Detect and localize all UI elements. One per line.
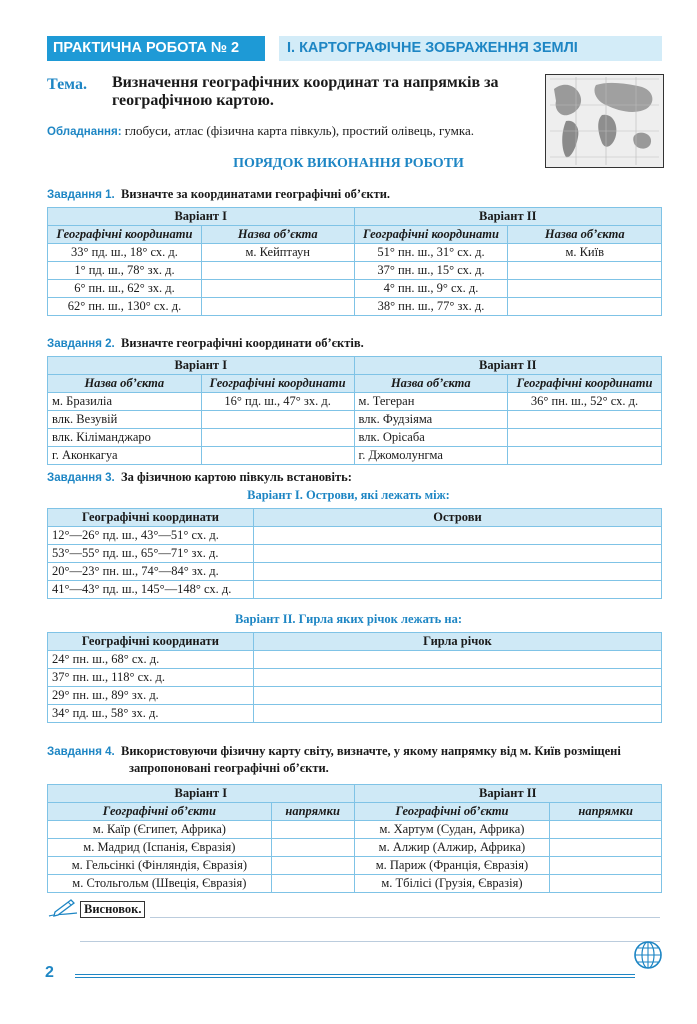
answer-cell[interactable] [253, 527, 661, 545]
section-title: ПОРЯДОК ВИКОНАННЯ РОБОТИ [233, 156, 464, 171]
table-row [48, 785, 662, 803]
table-row [48, 527, 662, 545]
table-row [48, 633, 662, 651]
answer-cell[interactable] [550, 821, 662, 839]
col-header: напрямки [550, 803, 662, 821]
task3-text: За фізичною картою півкуль встановіть: [121, 470, 352, 484]
chapter-title: І. КАРТОГРАФІЧНЕ ЗОБРАЖЕННЯ ЗЕМЛІ [279, 36, 662, 61]
object-cell: м. Стольгольм (Швеція, Євразія) [48, 875, 272, 893]
task4-variant1-header: Варіант І [48, 785, 355, 803]
task2-variant2-header: Варіант ІІ [354, 357, 661, 375]
col-header: Гирла річок [253, 633, 661, 651]
object-cell: влк. Везувій [48, 411, 202, 429]
object-cell: м. Мадрид (Іспанія, Євразія) [48, 839, 272, 857]
answer-cell[interactable] [253, 687, 661, 705]
col-header: Географічні координати [48, 633, 254, 651]
task1-variant2-header: Варіант ІІ [354, 208, 662, 226]
answer-cell[interactable]: м. Київ [508, 244, 662, 262]
task1-variant1-header: Варіант І [48, 208, 355, 226]
coords-cell: 12°—26° пд. ш., 43°—51° сх. д. [48, 527, 254, 545]
task3-heading [47, 470, 352, 485]
task4-number: Завдання 4. [47, 746, 115, 758]
coords-cell: 29° пн. ш., 89° зх. д. [48, 687, 254, 705]
col-header: Географічні об’єкти [48, 803, 272, 821]
object-cell: г. Джомолунгма [354, 447, 508, 465]
pen-icon [47, 898, 79, 918]
table-row [48, 357, 662, 375]
equipment-label: Обладнання: [47, 126, 122, 138]
col-header: Назва об’єкта [48, 375, 202, 393]
answer-cell[interactable] [508, 262, 662, 280]
coords-cell: 62° пн. ш., 130° сх. д. [48, 298, 202, 316]
equipment-text: глобуси, атлас (фізична карта півкуль), простий олівець, гумка. [121, 123, 475, 138]
answer-cell[interactable] [271, 839, 354, 857]
col-header: напрямки [271, 803, 354, 821]
object-cell: м. Хартум (Судан, Африка) [354, 821, 550, 839]
answer-cell[interactable] [253, 545, 661, 563]
task4-heading [47, 744, 621, 759]
table-row [48, 208, 662, 226]
col-header: Географічні об’єкти [354, 803, 550, 821]
task4-text-line2: запропоновані географічні об’єкти. [129, 761, 329, 775]
answer-line[interactable] [80, 940, 660, 942]
answer-cell[interactable] [271, 875, 354, 893]
table-row [48, 545, 662, 563]
answer-cell[interactable] [271, 857, 354, 875]
answer-cell[interactable] [271, 821, 354, 839]
col-header: Географічні координати [201, 375, 354, 393]
col-header: Острови [253, 509, 661, 527]
answer-cell[interactable] [508, 429, 662, 447]
table-row [48, 262, 662, 280]
table-row [48, 447, 662, 465]
task2-number: Завдання 2. [47, 338, 115, 350]
coords-cell: 33° пд. ш., 18° сх. д. [48, 244, 202, 262]
task2-heading [47, 336, 364, 351]
answer-cell[interactable] [201, 298, 354, 316]
coords-cell: 53°—55° пд. ш., 65°—71° зх. д. [48, 545, 254, 563]
answer-cell[interactable] [201, 429, 354, 447]
task1-text: Визначте за координатами географічні об’єкти. [121, 187, 391, 201]
equipment [47, 123, 474, 139]
object-cell: м. Тегеран [354, 393, 508, 411]
table-row [48, 226, 662, 244]
answer-cell[interactable] [201, 411, 354, 429]
task3-variant2-title: Варіант ІІ. Гирла яких річок лежать на: [234, 612, 463, 626]
coords-cell: 37° пн. ш., 118° сх. д. [48, 669, 254, 687]
col-header: Географічні координати [48, 509, 254, 527]
answer-cell[interactable] [201, 262, 354, 280]
table-row [48, 669, 662, 687]
task3-variant1-title: Варіант І. Острови, які лежать між: [247, 488, 450, 502]
table-row [48, 429, 662, 447]
coords-cell: 1° пд. ш., 78° зх. д. [48, 262, 202, 280]
table-row [48, 857, 662, 875]
answer-cell[interactable] [508, 411, 662, 429]
task3-variant2-table [47, 632, 662, 723]
table-row [48, 509, 662, 527]
answer-cell[interactable] [550, 875, 662, 893]
object-cell: м. Каїр (Єгипет, Африка) [48, 821, 272, 839]
coords-cell: 34° пд. ш., 58° зх. д. [48, 705, 254, 723]
task4-text-line1: Використовуючи фізичну карту світу, визначте, у якому напрямку від м. Київ розміщені [121, 744, 621, 758]
task4-variant2-header: Варіант ІІ [354, 785, 661, 803]
page-number: 2 [45, 964, 54, 981]
topic-label: Тема. [47, 76, 87, 93]
answer-cell[interactable] [550, 857, 662, 875]
coords-cell: 37° пн. ш., 15° сх. д. [354, 262, 508, 280]
task2-text: Визначте географічні координати об’єктів. [121, 336, 364, 350]
practical-work-title: ПРАКТИЧНА РОБОТА № 2 [47, 36, 265, 61]
answer-cell[interactable] [253, 669, 661, 687]
answer-cell[interactable] [253, 651, 661, 669]
col-header: Назва об’єкта [508, 226, 662, 244]
table-row [48, 244, 662, 262]
table-row [48, 280, 662, 298]
table-row [48, 581, 662, 599]
coords-cell: 4° пн. ш., 9° сх. д. [354, 280, 508, 298]
coords-cell: 38° пн. ш., 77° зх. д. [354, 298, 508, 316]
answer-cell[interactable] [508, 280, 662, 298]
table-row [48, 393, 662, 411]
answer-cell[interactable] [508, 447, 662, 465]
world-map-image [545, 74, 664, 168]
object-cell: м. Бразиліа [48, 393, 202, 411]
task2-table [47, 356, 662, 465]
answer-cell[interactable] [201, 447, 354, 465]
task1-number: Завдання 1. [47, 189, 115, 201]
object-cell: м. Гельсінкі (Фінляндія, Євразія) [48, 857, 272, 875]
table-row [48, 411, 662, 429]
col-header: Географічні координати [48, 226, 202, 244]
answer-cell[interactable]: 36° пн. ш., 52° сх. д. [508, 393, 662, 411]
answer-cell[interactable] [253, 563, 661, 581]
table-row [48, 875, 662, 893]
col-header: Назва об’єкта [354, 375, 508, 393]
object-cell: м. Париж (Франція, Євразія) [354, 857, 550, 875]
footer-rule [75, 977, 635, 978]
coords-cell: 24° пн. ш., 68° сх. д. [48, 651, 254, 669]
coords-cell: 51° пн. ш., 31° сх. д. [354, 244, 508, 262]
object-cell: влк. Орісаба [354, 429, 508, 447]
answer-cell[interactable] [201, 280, 354, 298]
task4-table [47, 784, 662, 893]
col-header: Географічні координати [508, 375, 662, 393]
answer-cell[interactable]: м. Кейптаун [201, 244, 354, 262]
coords-cell: 41°—43° пд. ш., 145°—148° сх. д. [48, 581, 254, 599]
task2-variant1-header: Варіант І [48, 357, 355, 375]
table-row [48, 298, 662, 316]
object-cell: г. Аконкагуа [48, 447, 202, 465]
coords-cell: 6° пн. ш., 62° зх. д. [48, 280, 202, 298]
table-row [48, 821, 662, 839]
col-header: Географічні координати [354, 226, 508, 244]
answer-cell[interactable] [253, 581, 661, 599]
object-cell: влк. Кіліманджаро [48, 429, 202, 447]
table-row [48, 803, 662, 821]
table-row [48, 705, 662, 723]
answer-line[interactable] [150, 916, 660, 918]
object-cell: влк. Фудзіяма [354, 411, 508, 429]
table-row [48, 839, 662, 857]
object-cell: м. Тбілісі (Грузія, Євразія) [354, 875, 550, 893]
footer-rule [75, 974, 635, 975]
topic-text: Визначення географічних координат та напрямків за географічною картою. [112, 74, 499, 109]
table-row [48, 651, 662, 669]
task1-table [47, 207, 662, 316]
object-cell: м. Алжир (Алжир, Африка) [354, 839, 550, 857]
table-row [48, 563, 662, 581]
task3-number: Завдання 3. [47, 472, 115, 484]
globe-icon [633, 940, 663, 970]
answer-cell[interactable] [508, 298, 662, 316]
col-header: Назва об’єкта [201, 226, 354, 244]
answer-cell[interactable]: 16° пд. ш., 47° зх. д. [201, 393, 354, 411]
table-row [48, 375, 662, 393]
table-row [48, 687, 662, 705]
task3-variant1-table [47, 508, 662, 599]
coords-cell: 20°—23° пн. ш., 74°—84° зх. д. [48, 563, 254, 581]
answer-cell[interactable] [550, 839, 662, 857]
conclusion-label: Висновок. [80, 901, 145, 918]
task1-heading [47, 187, 390, 202]
answer-cell[interactable] [253, 705, 661, 723]
